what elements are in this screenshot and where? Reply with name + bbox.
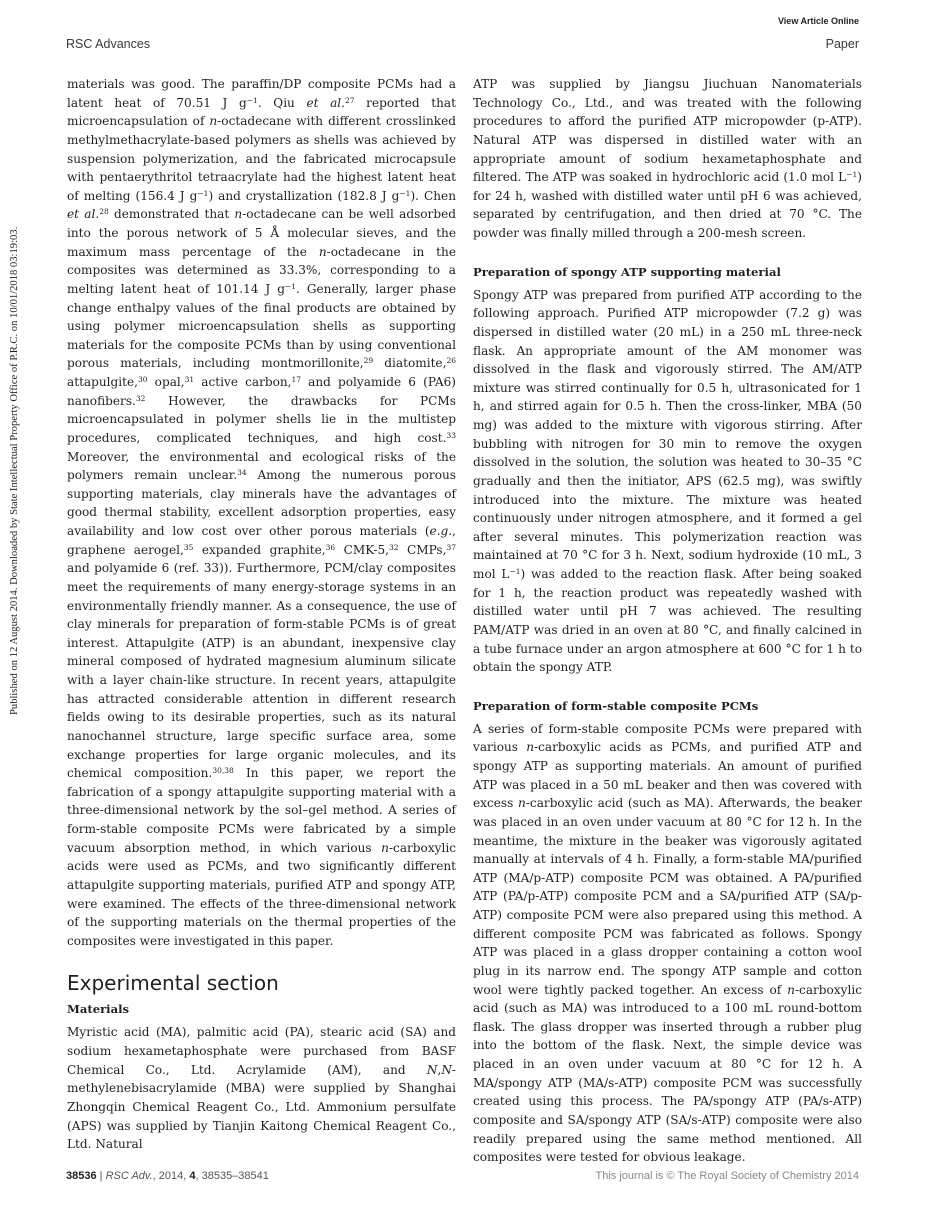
citation-link[interactable]: 36	[325, 542, 336, 552]
view-article-online-link[interactable]: View Article Online	[777, 16, 859, 26]
form-stable-pcms-paragraph: A series of form-stable composite PCMs were prepared with various n-carboxylic acids as PCMs, and purified ATP and spongy ATP as supporting materials. An amount of purified ATP was placed in a 50 mL beaker and then was covered with excess n-carboxylic acid (such as MA). Afterwards, the beaker was placed in an oven under vacuum at 80 °C for 12 h. In the meantime, the mixture in the beaker was vigorously agitated manually at intervals of 4 h. Finally, a form-stable MA/purified ATP (MA/p-ATP) composite PCM was obtained. A PA/purified ATP (PA/p-ATP) composite PCM and a SA/purified ATP (SA/p-ATP) composite PCM were also prepared using this method. A different composite PCM was fabricated as follows. Spongy ATP was placed in a glass dropper containing a cotton wool plug in its narrow end. The spongy ATP sample and cotton wool were tightly packed together. An excess of n-carboxylic acid (such as MA) was introduced to a 100 mL round-bottom flask. The glass dropper was inserted through a rubber plug into the bottom of the flask. Next, the simple device was placed in an oven under vacuum at 80 °C for 12 h. A MA/spongy ATP (MA/s-ATP) composite PCM was successfully created using this process. The PA/spongy ATP (PA/s-ATP) composite and SA/spongy ATP (SA/s-ATP) composite were also readily prepared using the same method mentioned. All composites were tested for obvious leakage.	[473, 721, 862, 1165]
page-citation: 38536 | RSC Adv., 2014, 4, 38535–38541	[66, 1170, 269, 1182]
spongy-atp-paragraph: Spongy ATP was prepared from purified ATP according to the following approach. Purified ATP micropowder (7.2 g) was dispersed in distilled water (20 mL) in a 250 mL three-neck flask. An appropriate amount of the AM monomer was dissolved in the flask and vigorously stirred. The AM/ATP mixture was stirred continually for 0.5 h, ultrasonicated for 1 h, and stirred again for 0.5 h. Then the cross-linker, MBA (50 mg) was added to the mixture with vigorous stirring. After bubbling with nitrogen for 30 min to remove the oxygen dissolved in the solution, the solution was heated to 30–35 °C gradually and then the initiator, APS (62.5 mg), was swiftly introduced into the mixture. The mixture was heated continuously under nitrogen atmosphere, and it formed a gel after several minutes. This polymerization reaction was maintained at 70 °C for 3 h. Next, sodium hydroxide (10 mL, 3 mol $L^{-1}$) was added to the reaction flask. After being soaked for 1 h, the reaction product was repeatedly washed with distilled water until pH 7 was achieved. The resulting PAM/ATP was dried in an oven at 80 °C, and finally calcined in a tube furnace under an argon atmosphere at 600 °C for 1 h to obtain the spongy ATP.	[473, 287, 862, 675]
subsection-heading-spongy-atp: Preparation of spongy ATP supporting material	[473, 264, 781, 279]
citation-link[interactable]: 33	[446, 430, 456, 440]
citation-link[interactable]: 28	[99, 207, 109, 217]
citation-link[interactable]: 26	[446, 356, 456, 366]
materials-paragraph-continued: ATP was supplied by Jiangsu Jiuchuan Nanomaterials Technology Co., Ltd., and was treated with the following procedures to afford the purified ATP micropowder (p-ATP). Natural ATP was dispersed in distilled water with an appropriate amount of sodium hexametaphosphate and filtered. The ATP was soaked in hydrochloric acid (1.0 mol $L^{-1}$) for 24 h, washed with distilled water until pH 6 was achieved, separated by centrifugation, and then dried at 70 °C. The powder was finally milled through a 200-mesh screen.	[473, 77, 862, 240]
article-type: Paper	[825, 37, 859, 51]
citation-link[interactable]: 37	[446, 542, 456, 552]
subsection-heading-materials: Materials	[67, 1002, 130, 1017]
citation-link[interactable]: 30,38	[212, 766, 234, 776]
citation-link[interactable]: 27	[345, 95, 355, 105]
citation-link[interactable]: 32	[388, 542, 399, 552]
journal-name: RSC Advances	[66, 37, 151, 51]
materials-paragraph: Myristic acid (MA), palmitic acid (PA), stearic acid (SA) and sodium hexametaphosphate were purchased from BASF Chemical Co., Ltd. Acrylamide (AM), and N,N-methylenebisacrylamide (MBA) were supplied by Shanghai Zhongqin Chemical Reagent Co., Ltd. Ammonium persulfate (APS) was supplied by Tianjin Kaitong Chemical Reagent Co., Ltd. Natural	[67, 1025, 456, 1152]
citation-link[interactable]: 30	[138, 375, 148, 384]
publication-notice: Published on 12 August 2014. Downloaded by State Intellectual Property Office of P.R.C. on 10/01/2018 03:19:03.	[9, 226, 20, 715]
section-heading-experimental: Experimental section	[67, 971, 279, 996]
citation-link[interactable]: 32	[135, 393, 146, 403]
page-number: 38536	[66, 1170, 97, 1182]
subsection-heading-form-stable-pcms: Preparation of form-stable composite PCMs	[473, 698, 759, 713]
citation-link[interactable]: 17	[291, 375, 302, 384]
journal-abbreviation: RSC Adv.	[105, 1170, 153, 1182]
citation-link[interactable]: 29	[363, 356, 374, 366]
citation-link[interactable]: 35	[183, 542, 194, 552]
volume-number: 4	[189, 1170, 196, 1182]
left-column	[67, 75, 456, 1154]
copyright-notice: This journal is © The Royal Society of Chemistry 2014	[595, 1170, 859, 1182]
citation-link[interactable]: 31	[184, 375, 195, 384]
publication-sidebar	[8, 175, 22, 715]
right-column	[473, 75, 862, 1167]
introduction-paragraph: materials was good. The paraffin/DP composite PCMs had a latent heat of 70.51 J $g^{-1}$. Qiu et al.$^{27}$ reported that microencapsulation of n-octadecane with different crosslinked methylmethacrylate-based polymers as shells was achieved by suspension polymerization, and the fabricated microcapsule with pentaerythritol tetraacrylate had the highest latent heat of melting (156.4 J $g^{-1}$) and crystallization (182.8 J $g^{-1}$). Chen et al.$^{28}$ demonstrated that n-octadecane can be well adsorbed into the porous network of 5 Å molecular sieves, and the maximum mass percentage of the n-octadecane in the composites was determined as 33.3%, corresponding to a melting latent heat of 101.14 J $g^{-1}$. Generally, larger phase change enthalpy values of the final products are obtained by using polymer microencapsulation shells as supporting materials for the composite PCMs than by using conventional porous materials, including montmorillonite,$^{29}$ diatomite,$^{26}$ attapulgite,$^{30}$ opal,$^{31}$ active carbon,$^{17}$ and polyamide 6 (PA6) nanofibers.$^{32}$ However, the drawbacks for PCMs microencapsulated in polymer shells lie in the multistep procedures, complicated techniques, and high cost.$^{33}$ Moreover, the environmental and ecological risks of the polymers remain unclear.$^{34}$ Among the numerous porous supporting materials, clay minerals have the advantages of good thermal stability, excellent adsorption properties, easy availability and low cost over other porous materials (e.g., graphene aerogel,$^{35}$ expanded graphite,$^{36}$ CMK-5,32 CMPs,$^{37}$ and polyamide 6 (ref. 33)). Furthermore, PCM/clay composites meet the requirements of many energy-storage systems in an environmentally friendly manner. As a consequence, the use of clay minerals for preparation of form-stable PCMs is of great interest. Attapulgite (ATP) is an abundant, inexpensive clay mineral composed of hydrated magnesium aluminum silicate with a layer chain-like structure. In recent years, attapulgite has attracted considerable attention in different research fields owing to its desirable properties, such as its natural nanochannel structure, large specific surface area, some exchange properties for large organic molecules, and its chemical composition.$^{30,38}$ In this paper, we report the fabrication of a spongy attapulgite supporting material with a three-dimensional network by the sol–gel method. A series of form-stable composite PCMs were fabricated by a simple vacuum absorption method, in which various n-carboxylic acids were used as PCMs, and two significantly different attapulgite supporting materials, purified ATP and spongy ATP, were examined. The effects of the three-dimensional network of the supporting materials on the thermal properties of the composites were investigated in this paper.	[67, 77, 456, 948]
citation-link[interactable]: 34	[237, 468, 247, 478]
